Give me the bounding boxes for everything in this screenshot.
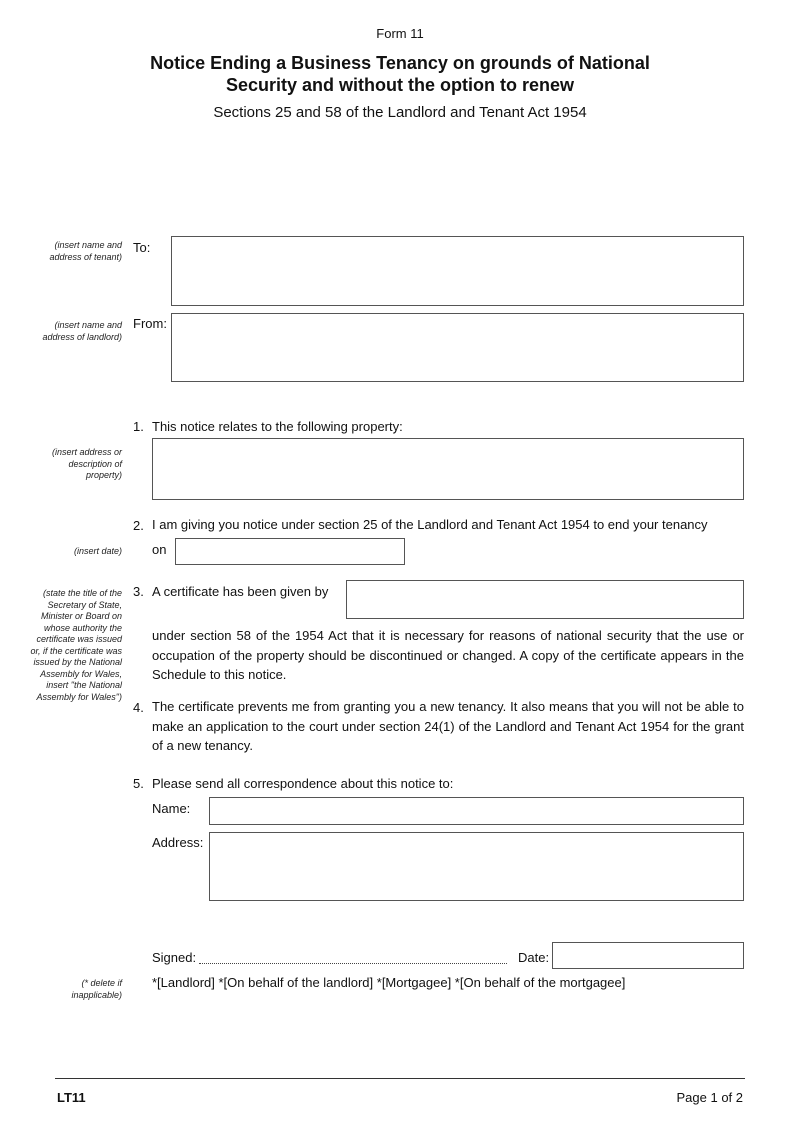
item4-text: The certificate prevents me from granting you a new tenancy. It also means that you will not be able to make an application to the court under section 24(1) of the Landlord and Tenant Act 1954 for the grant of a new tenancy. <box>152 699 744 753</box>
item3-number: 3. <box>133 584 144 599</box>
item3-text-rest: under section 58 of the 1954 Act that it is necessary for reasons of national security that the use or occupation of the property should be discontinued or changed. A copy of the certificate appears in the Schedule to this notice. <box>152 628 744 682</box>
page-number: Page 1 of 2 <box>676 1090 743 1105</box>
property-field[interactable] <box>152 438 744 500</box>
from-note: (insert name and address of landlord) <box>42 320 122 342</box>
item3-text-start: A certificate has been given by <box>152 584 329 599</box>
delete-note: (* delete if inapplicable) <box>71 978 122 1000</box>
item5-text: Please send all correspondence about this notice to: <box>152 776 454 791</box>
item2-text: I am giving you notice under section 25 of the Landlord and Tenant Act 1954 to end your tenancy <box>152 517 708 532</box>
footer-divider <box>55 1078 745 1079</box>
item2-number: 2. <box>133 518 144 533</box>
item5-number: 5. <box>133 776 144 791</box>
item1-number: 1. <box>133 419 144 434</box>
signed-label: Signed: <box>152 950 197 965</box>
item4-number: 4. <box>133 700 144 715</box>
title-line-1: Notice Ending a Business Tenancy on grounds of National <box>150 53 650 73</box>
page-subtitle: Sections 25 and 58 of the Landlord and Tenant Act 1954 <box>213 104 587 121</box>
to-field[interactable] <box>171 236 744 306</box>
certificate-note: (state the title of the Secretary of State, Minister or Board on whose authority the certificate was issued or, if the certificate was issued by the National Assembly for Wales, insert "the National Assembly for Wales") <box>30 588 122 702</box>
from-label: From: <box>133 316 167 331</box>
correspondence-name-field[interactable] <box>209 797 744 825</box>
page-title <box>0 52 800 96</box>
title-line-2: Security and without the option to renew <box>225 75 574 95</box>
form-number: Form 11 <box>376 26 424 41</box>
date-note: (insert date) <box>73 546 122 556</box>
item2-on-label: on <box>152 542 167 557</box>
signature-line[interactable] <box>199 963 507 964</box>
property-note: (insert address or description of property) <box>51 447 122 480</box>
correspondence-address-field[interactable] <box>209 832 744 901</box>
from-field[interactable] <box>171 313 744 382</box>
address-label: Address: <box>152 835 204 850</box>
to-note: (insert name and address of tenant) <box>49 240 122 262</box>
form-code: LT11 <box>57 1090 86 1105</box>
name-label: Name: <box>152 801 191 816</box>
signatory-capacity: *[Landlord] *[On behalf of the landlord] *[Mortgagee] *[On behalf of the mortgagee] <box>152 975 626 990</box>
certifying-authority-field[interactable] <box>346 580 744 619</box>
date-label: Date: <box>518 950 550 965</box>
signature-date-field[interactable] <box>552 942 744 969</box>
to-label: To: <box>133 240 151 255</box>
item1-text: This notice relates to the following property: <box>152 419 403 434</box>
termination-date-field[interactable] <box>175 538 405 565</box>
